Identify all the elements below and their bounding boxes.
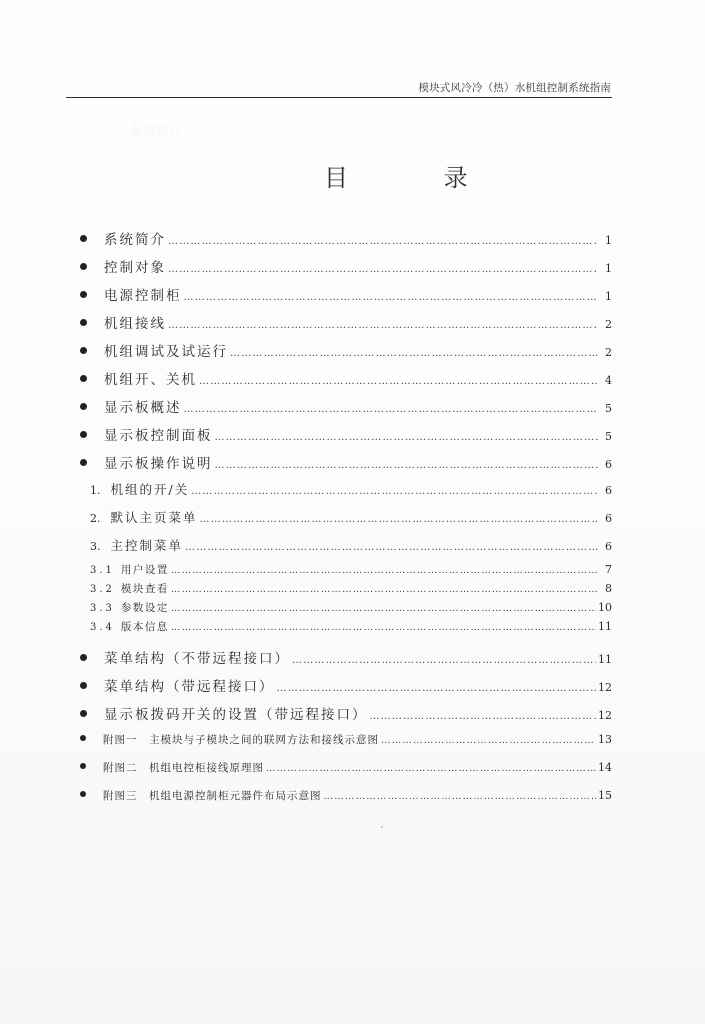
bullet-icon (80, 710, 87, 717)
toc-entry-label: 附图三 机组电源控制柜元器件布局示意图 (103, 790, 322, 802)
section-number: 3.4 (90, 622, 115, 633)
toc-entry-page: 8 (605, 582, 612, 595)
bullet-icon (80, 291, 87, 298)
toc-entry (66, 760, 612, 775)
dot-leader (292, 655, 596, 666)
dot-leader (171, 565, 598, 576)
toc-entry-label: 模块查看 (120, 583, 169, 595)
toc-entry-page: 12 (598, 709, 612, 722)
dot-leader (185, 542, 598, 553)
toc-entry (66, 562, 612, 577)
toc-entry (66, 703, 612, 723)
bullet-icon (80, 235, 87, 242)
toc-entry-label: 用户设置 (120, 564, 169, 576)
toc-entry (66, 581, 612, 596)
bullet-icon (80, 682, 87, 689)
dot-leader (266, 763, 596, 774)
toc-entry-page: 1 (605, 290, 612, 303)
toc-entry-page: 12 (598, 681, 612, 694)
header-rule (66, 97, 612, 98)
toc-entry-label: 显示板概述 (104, 400, 182, 416)
dot-leader (324, 791, 597, 802)
dot-leader (200, 514, 598, 525)
toc-entry-label: 附图一 主模块与子模块之间的联网方法和接线示意图 (103, 734, 379, 746)
toc-entry-page: 2 (605, 318, 612, 331)
toc-entry-page: 11 (598, 653, 612, 666)
dot-leader (184, 404, 599, 415)
toc-entry-page: 5 (605, 402, 612, 415)
dot-leader (171, 603, 596, 614)
dot-leader (370, 711, 597, 722)
toc-entry-page: 10 (598, 601, 612, 614)
toc-entry-page: 6 (605, 458, 612, 471)
toc-entry-label: 机组调试及试运行 (104, 344, 228, 360)
bullet-icon (80, 375, 87, 382)
toc-entry-label: 系统简介 (104, 232, 166, 248)
toc-entry-page: 1 (605, 262, 612, 275)
toc-entry (66, 452, 612, 472)
toc-entry (66, 396, 612, 416)
dot-leader (199, 376, 598, 387)
section-number: 3. (90, 540, 101, 553)
bullet-icon (80, 763, 86, 769)
toc-entry (66, 536, 612, 554)
bullet-icon (80, 263, 87, 270)
toc-entry-label: 菜单结构（带远程接口） (104, 679, 275, 695)
toc-entry-label: 机组的开/关 (110, 482, 190, 497)
dot-leader (277, 683, 597, 694)
dot-leader (215, 432, 599, 443)
bullet-icon (80, 319, 87, 326)
toc-entry-page: 6 (605, 484, 612, 497)
toc-entry-label: 附图二 机组电控柜接线原理图 (103, 762, 264, 774)
toc-entry (66, 675, 612, 695)
toc-entry (66, 619, 612, 634)
toc-entry (66, 600, 612, 615)
toc-entry-label: 默认主页菜单 (110, 510, 198, 525)
toc-entry-page: 6 (605, 512, 612, 525)
running-head: 模块式风冷冷（热）水机组控制系统指南 (418, 82, 611, 94)
toc-entry (66, 340, 612, 360)
toc-entry-page: 14 (598, 761, 612, 774)
toc-entry-label: 参数设定 (120, 602, 169, 614)
toc-entry-label: 显示板控制面板 (104, 428, 213, 444)
toc-entry (66, 312, 612, 332)
bullet-icon (80, 347, 87, 354)
toc-entry-page: 6 (605, 540, 612, 553)
toc-entry-page: 5 (605, 430, 612, 443)
toc-entry (66, 228, 612, 248)
toc-entry (66, 732, 612, 747)
toc-entry (66, 424, 612, 444)
toc-entry (66, 647, 612, 667)
dot-leader (168, 320, 598, 331)
dot-leader (215, 460, 599, 471)
bullet-icon (80, 791, 86, 797)
toc-entry-label: 版本信息 (120, 621, 169, 633)
toc-entry-page: 1 (605, 234, 612, 247)
section-number: 3.3 (90, 603, 115, 614)
bullet-icon (80, 431, 87, 438)
toc-entry-page: 13 (598, 733, 612, 746)
dot-leader (381, 735, 596, 746)
toc-entry (66, 480, 612, 498)
paper-speck (381, 826, 383, 828)
section-number: 2. (90, 512, 101, 525)
section-number: 3.1 (90, 565, 115, 576)
dot-leader (168, 264, 598, 275)
toc-entry-label: 主控制菜单 (110, 538, 184, 553)
section-number: 3.2 (90, 584, 115, 595)
bullet-icon (80, 459, 87, 466)
toc-entry-page: 11 (598, 620, 612, 633)
toc-entry-page: 4 (605, 374, 612, 387)
bullet-icon (80, 403, 87, 410)
dot-leader (184, 292, 599, 303)
section-number: 1. (90, 484, 101, 497)
bullet-icon (80, 654, 87, 661)
toc-entry (66, 284, 612, 304)
toc-entry-page: 7 (605, 563, 612, 576)
toc-entry (66, 788, 612, 803)
dot-leader (171, 622, 596, 633)
toc-title: 目 录 (324, 164, 512, 192)
toc-entry-label: 显示板拨码开关的设置（带远程接口） (104, 707, 368, 723)
toc-entry-label: 机组接线 (104, 316, 166, 332)
toc-entry (66, 368, 612, 388)
bullet-icon (80, 735, 86, 741)
dot-leader (168, 236, 598, 247)
dot-leader (230, 348, 598, 359)
dot-leader (171, 584, 598, 595)
toc-entry-label: 电源控制柜 (104, 288, 182, 304)
dot-leader (191, 486, 598, 497)
toc-entry-label: 机组开、关机 (104, 372, 197, 388)
toc-entry (66, 508, 612, 526)
bleed-through-text: 一、系统简介 (104, 124, 183, 139)
toc-entry (66, 256, 612, 276)
toc-entry-page: 2 (605, 346, 612, 359)
toc-entry-label: 菜单结构（不带远程接口） (104, 651, 290, 667)
toc-entry-label: 控制对象 (104, 260, 166, 276)
toc-entry-label: 显示板操作说明 (104, 456, 213, 472)
toc-entry-page: 15 (598, 789, 612, 802)
